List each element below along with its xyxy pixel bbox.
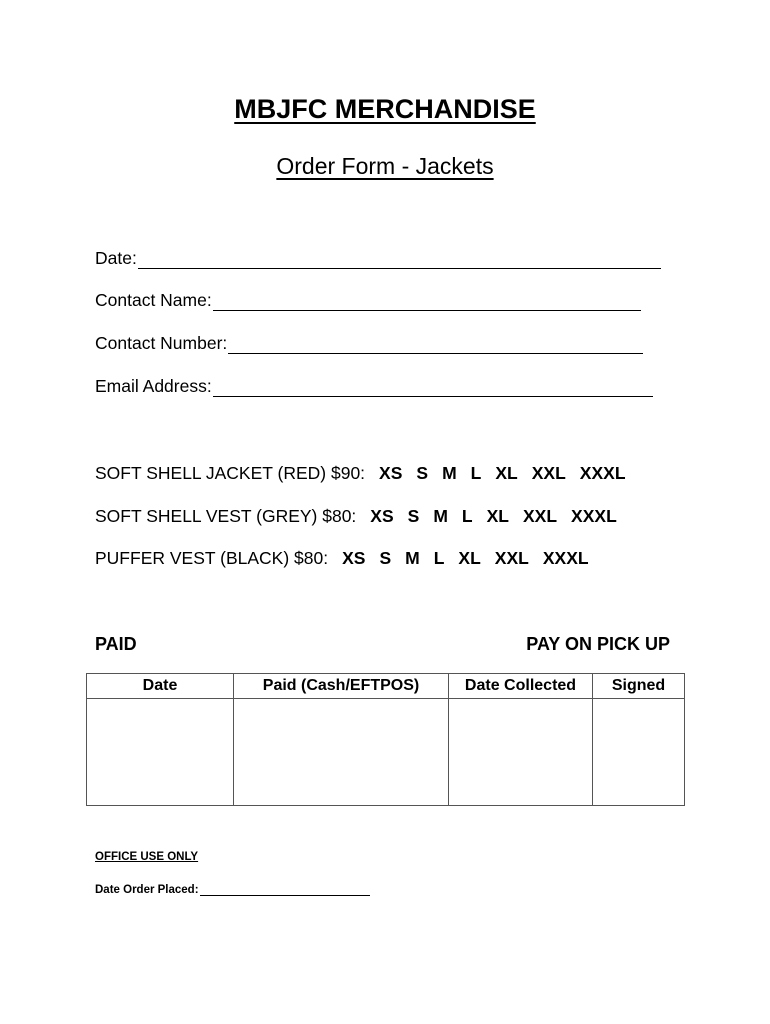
size-xxxl[interactable]: XXXL (542, 548, 589, 568)
header-date-collected: Date Collected (449, 674, 593, 699)
size-xxl[interactable]: XXL (494, 548, 529, 568)
header-paid: Paid (Cash/EFTPOS) (234, 674, 449, 699)
email-address-line[interactable] (213, 378, 653, 397)
contact-number-field[interactable]: Contact Number: (95, 333, 643, 354)
size-xs[interactable]: XS (370, 506, 394, 526)
date-field[interactable]: Date: (95, 248, 661, 269)
document-title: MBJFC MERCHANDISE (234, 94, 536, 124)
payment-table (86, 673, 685, 806)
size-xxxl[interactable]: XXXL (571, 506, 617, 526)
size-xs[interactable]: XS (342, 548, 366, 568)
date-line[interactable] (138, 250, 661, 269)
date-order-placed-field[interactable]: Date Order Placed: (95, 883, 370, 896)
size-xl[interactable]: XL (458, 548, 481, 568)
cell-date[interactable] (87, 699, 234, 806)
size-m[interactable]: M (433, 506, 448, 526)
paid-heading: PAID (95, 634, 137, 654)
size-xxl[interactable]: XXL (531, 463, 566, 483)
size-xl[interactable]: XL (486, 506, 509, 526)
size-s[interactable]: S (407, 506, 420, 526)
size-xs[interactable]: XS (379, 463, 403, 483)
size-l[interactable]: L (470, 463, 482, 483)
contact-name-field[interactable]: Contact Name: (95, 290, 641, 311)
size-s[interactable]: S (416, 463, 429, 483)
size-m[interactable]: M (442, 463, 457, 483)
size-m[interactable]: M (405, 548, 420, 568)
document-subtitle: Order Form - Jackets (276, 153, 494, 179)
table-header-row (87, 674, 685, 699)
contact-number-line[interactable] (228, 335, 643, 354)
header-date: Date (87, 674, 234, 699)
pay-on-pickup-heading: PAY ON PICK UP (526, 634, 670, 654)
table-row (87, 699, 685, 806)
date-order-placed-line[interactable] (200, 883, 370, 896)
size-l[interactable]: L (461, 506, 473, 526)
product-row-soft-shell-vest: SOFT SHELL VEST (GREY) $80: XS S M L XL XXL XXXL (95, 506, 631, 527)
size-options (370, 506, 630, 527)
product-row-puffer-vest: PUFFER VEST (BLACK) $80: XS S M L XL XXL XXXL (95, 548, 603, 569)
email-address-field[interactable]: Email Address: (95, 376, 653, 397)
size-xxl[interactable]: XXL (523, 506, 558, 526)
office-use-heading: OFFICE USE ONLY (95, 851, 199, 863)
size-s[interactable]: S (379, 548, 392, 568)
cell-date-collected[interactable] (449, 699, 593, 806)
header-signed: Signed (593, 674, 685, 699)
size-xxxl[interactable]: XXXL (579, 463, 626, 483)
size-l[interactable]: L (433, 548, 445, 568)
cell-signed[interactable] (593, 699, 685, 806)
size-xl[interactable]: XL (495, 463, 518, 483)
cell-paid[interactable] (234, 699, 449, 806)
product-row-soft-shell-jacket: SOFT SHELL JACKET (RED) $90: XS S M L XL XXL XXXL (95, 463, 640, 484)
size-options (342, 548, 602, 569)
contact-name-line[interactable] (213, 292, 641, 311)
size-options (379, 463, 639, 484)
